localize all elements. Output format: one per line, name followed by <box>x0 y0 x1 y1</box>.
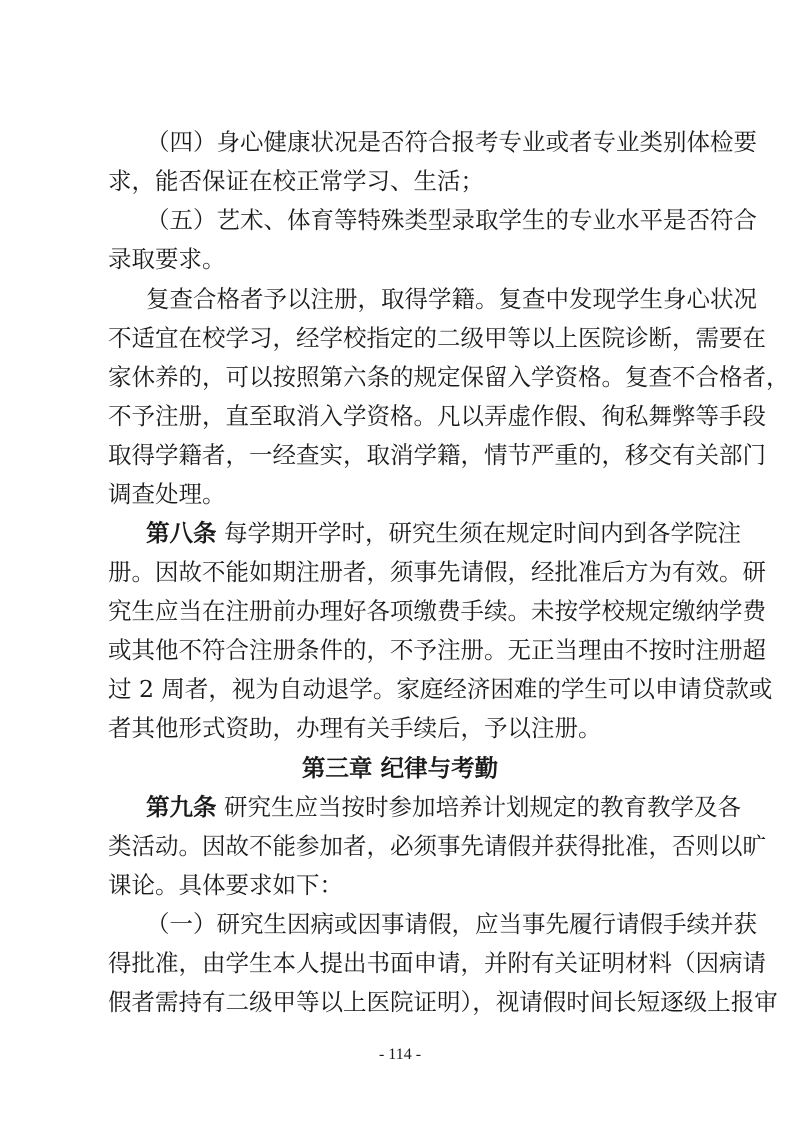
leave-request-line-3: 假者需持有二级甲等以上医院证明），视请假时间长短逐级上报审 <box>108 988 778 1016</box>
arts-sports-line-2: 录取要求。 <box>108 245 226 273</box>
article-8-line-6: 者其他形式资助，办理有关手续后，予以注册。 <box>108 714 602 742</box>
article-8-line-5: 过 2 周者，视为自动退学。家庭经济困难的学生可以申请贷款或 <box>108 675 773 703</box>
article-8-line-1 <box>146 515 741 551</box>
registration-line-2: 不适宜在校学习，经学校指定的二级甲等以上医院诊断，需要在 <box>108 324 766 352</box>
registration-line-6: 调查处理。 <box>108 480 226 508</box>
article-8-label: 第八条 <box>146 519 217 547</box>
article-9-line-2: 类活动。因故不能参加者，必须事先请假并获得批准，否则以旷 <box>108 832 766 860</box>
registration-line-1: 复查合格者予以注册，取得学籍。复查中发现学生身心状况 <box>146 285 757 313</box>
health-check-line-1: （四）身心健康状况是否符合报考专业或者专业类别体检要 <box>146 128 757 156</box>
registration-line-5: 取得学籍者，一经查实，取消学籍，情节严重的，移交有关部门 <box>108 441 766 469</box>
leave-request-line-2: 得批准，由学生本人提出书面申请，并附有关证明材料（因病请 <box>108 949 766 977</box>
chapter-heading: 第三章 纪律与考勤 <box>301 754 499 782</box>
article-8-text: 每学期开学时，研究生须在规定时间内到各学院注 <box>216 519 741 547</box>
leave-request-line-1: （一）研究生因病或因事请假，应当事先履行请假手续并获 <box>146 910 757 938</box>
article-8-line-2: 册。因故不能如期注册者，须事先请假，经批准后方为有效。研 <box>108 558 766 586</box>
article-8-line-3: 究生应当在注册前办理好各项缴费手续。未按学校规定缴纳学费 <box>108 597 766 625</box>
article-9-label: 第九条 <box>146 793 217 821</box>
registration-line-3: 家休养的，可以按照第六条的规定保留入学资格。复查不合格者， <box>108 363 790 391</box>
registration-line-4: 不予注册，直至取消入学资格。凡以弄虚作假、徇私舞弊等手段 <box>108 402 766 430</box>
article-9-text: 研究生应当按时参加培养计划规定的教育教学及各 <box>216 793 741 821</box>
article-8-line-4: 或其他不符合注册条件的，不予注册。无正当理由不按时注册超 <box>108 636 766 664</box>
article-9-line-3: 课论。具体要求如下： <box>108 871 343 899</box>
health-check-line-2: 求，能否保证在校正常学习、生活； <box>108 167 484 195</box>
page-number: - 114 - <box>378 1046 422 1063</box>
article-9-line-1 <box>146 789 741 825</box>
arts-sports-line-1: （五）艺术、体育等特殊类型录取学生的专业水平是否符合 <box>146 206 757 234</box>
